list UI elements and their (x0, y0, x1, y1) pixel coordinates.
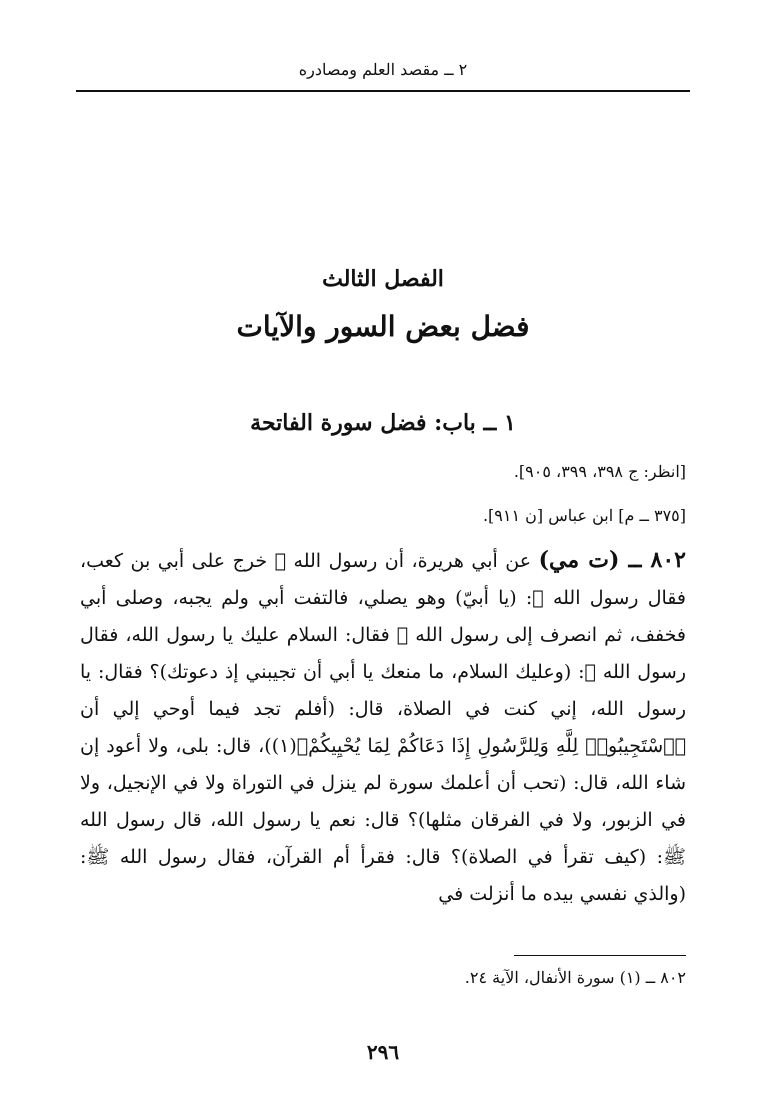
narrator-reference: [٣٧٥ ــ م] ابن عباس [ن ٩١١]. (482, 506, 686, 525)
hadith-text: عن أبي هريرة، أن رسول الله ﷺ خرج على أبي بن كعب، فقال رسول الله ﷺ: (يا أبيّ) وهو يصلي، فالتفت أبي ولم يجبه، وصلى أبي فخفف، ثم انصرف إلى رسول الله ﷺ فقال: السلام عليك يا رسول الله، فقال رسول الله ﷺ: (وعليك السلام، ما منعك يا أبي أن تجيبني إذ دعوتك)؟ فقال: يا رسول الله، إني كنت في الصلاة، قال: (أفلم تجد فيما أوحي إلي أن ﴿ٱسْتَجِيبُوا۟ لِلَّهِ وَلِلرَّسُولِ إِذَا دَعَاكُمْ لِمَا يُحْيِيكُمْ﴾(١))، قال: بلى، ولا أعود إن شاء الله، قال: (تحب أن أعلمك سورة لم ينزل في التوراة ولا في الإنجيل، ولا في الزبور، ولا في الفرقان مثلها)؟ قال: نعم يا رسول الله، قال رسول الله ﷺ: (كيف تقرأ في الصلاة)؟ قال: فقرأ أم القرآن، فقال رسول الله ﷺ: (والذي نفسي بيده ما أنزلت في (80, 550, 687, 905)
header-divider (76, 90, 690, 92)
chapter-subtitle: فضل بعض السور والآيات (236, 310, 530, 343)
cross-reference: [انظر: ج ٣٩٨، ٣٩٩، ٩٠٥]. (513, 462, 686, 481)
running-head: ٢ ــ مقصد العلم ومصادره (298, 60, 468, 79)
footnote-divider (514, 955, 686, 956)
chapter-title: الفصل الثالث (322, 266, 444, 292)
hadith-body (80, 542, 686, 913)
page-number: ٢٩٦ (366, 1040, 400, 1064)
hadith-number: ٨٠٢ ــ (ت مي) (538, 547, 686, 573)
footnote: ٨٠٢ ــ (١) سورة الأنفال، الآية ٢٤. (464, 968, 686, 987)
section-heading: ١ ــ باب: فضل سورة الفاتحة (250, 410, 516, 436)
